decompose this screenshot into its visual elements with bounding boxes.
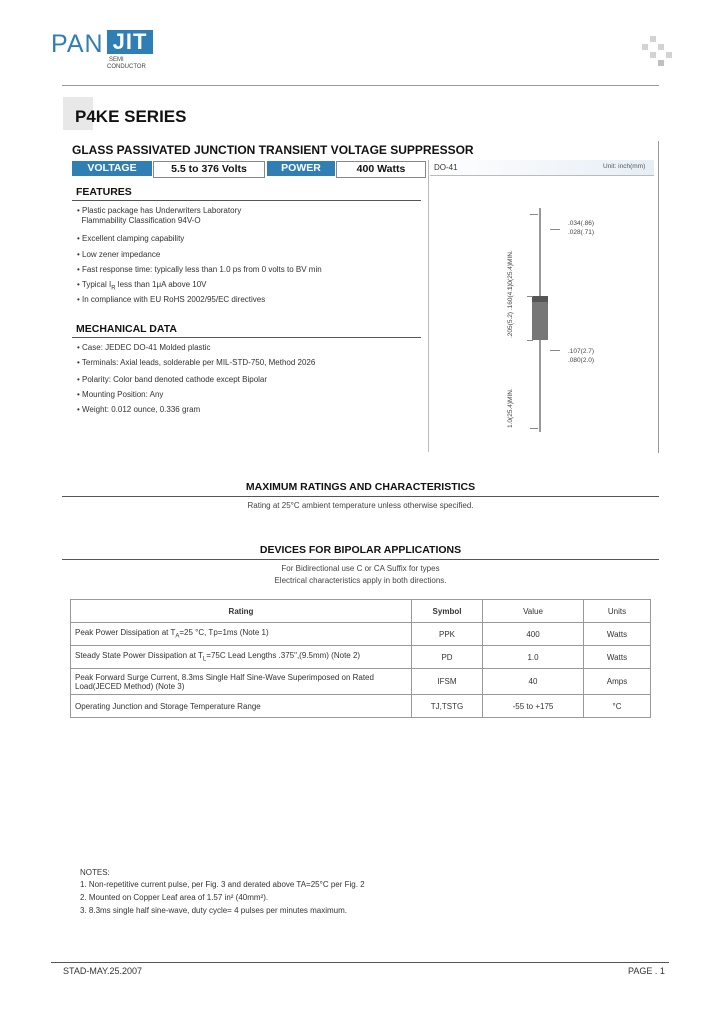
mechanical-item: • Mounting Position: Any — [77, 390, 164, 399]
feature-item: • Excellent clamping capability — [77, 234, 185, 243]
typical-prefix: • Typical I — [77, 280, 112, 289]
bipolar-title: DEVICES FOR BIPOLAR APPLICATIONS — [259, 544, 462, 556]
col-symbol: Symbol — [412, 600, 483, 623]
units-cell: Watts — [584, 646, 651, 669]
power-value-badge: 400 Watts — [336, 161, 426, 178]
mechanical-rule — [72, 337, 421, 338]
col-units: Units — [584, 600, 651, 623]
column-divider — [428, 160, 429, 452]
mechanical-item: • Case: JEDEC DO-41 Molded plastic — [77, 343, 211, 352]
dim-body-len: .205(5.2) .160(4.1) — [507, 284, 514, 338]
units-cell: Watts — [584, 623, 651, 646]
table-row — [71, 646, 651, 669]
features-rule — [72, 200, 421, 201]
symbol-cell: PD — [412, 646, 483, 669]
ratings-table — [70, 599, 651, 718]
logo-sub-conductor: CONDUCTOR — [107, 64, 146, 70]
ratings-note: Rating at 25°C ambient temperature unless otherwise specified. — [247, 501, 474, 510]
dim-lead-len-bottom: 1.0(25.4)MIN. — [507, 388, 514, 428]
table-row — [71, 695, 651, 718]
dim-body-dia-min: .080(2.0) — [568, 357, 595, 364]
rating-cell: Steady State Power Dissipation at $T_L=75C$ Lead Lengths .375",(9.5mm) (Note 2) — [71, 646, 412, 669]
ratings-title: MAXIMUM RATINGS AND CHARACTERISTICS — [245, 481, 476, 493]
rating-cell: Operating Junction and Storage Temperature Range — [71, 695, 412, 718]
feature-item: • Plastic package has Underwriters Laboratory — [77, 206, 242, 215]
mechanical-item: • Terminals: Axial leads, solderable per MIL-STD-750, Method 2026 — [77, 358, 316, 367]
mechanical-item: • Weight: 0.012 ounce, 0.336 gram — [77, 405, 201, 414]
ratings-rule — [62, 496, 659, 497]
logo-pan: PAN — [51, 30, 104, 58]
value-cell: -55 to +175 — [483, 695, 584, 718]
power-label-badge: POWER — [267, 161, 335, 176]
logo-subtitle — [107, 57, 146, 71]
symbol-cell: TJ,TSTG — [412, 695, 483, 718]
header-divider — [62, 85, 659, 86]
dim-lead-dia-min: .028(.71) — [568, 229, 595, 236]
footer-page-number: PAGE . 1 — [628, 966, 665, 976]
product-title: GLASS PASSIVATED JUNCTION TRANSIENT VOLTAGE SUPPRESSOR — [72, 143, 474, 157]
feature-item: • Low zener impedance — [77, 250, 161, 259]
typical-sub: R — [111, 285, 116, 292]
feature-item: • Fast response time: typically less than 1.0 ps from 0 volts to BV min — [77, 265, 322, 274]
feature-item-typical — [77, 280, 206, 294]
feature-item: • In compliance with EU RoHS 2002/95/EC directives — [77, 295, 266, 304]
logo-sub-semi: SEMI — [109, 57, 124, 63]
value-cell: 40 — [483, 669, 584, 695]
footer-doc-id: STAD-MAY.25.2007 — [63, 966, 143, 976]
voltage-label-badge: VOLTAGE — [72, 161, 152, 176]
logo-jit: JIT — [107, 30, 153, 54]
package-name: DO-41 — [434, 163, 458, 172]
symbol-cell: PPK — [412, 623, 483, 646]
mechanical-item: • Polarity: Color band denoted cathode except Bipolar — [77, 375, 268, 384]
typical-rest: less than 1μA above 10V — [115, 280, 207, 289]
table-row — [71, 669, 651, 695]
dim-lead-dia-max: .034(.86) — [568, 220, 595, 227]
bipolar-rule — [62, 559, 659, 560]
features-title: FEATURES — [76, 186, 132, 198]
value-cell: 1.0 — [483, 646, 584, 669]
rating-cell: Peak Forward Surge Current, 8.3ms Single Half Sine-Wave Superimposed on Rated Load(JECED Method) (Note 3) — [71, 669, 412, 695]
note-item: 1. Non-repetitive current pulse, per Fig. 3 and derated above TA=25°C per Fig. 2 — [80, 880, 365, 889]
note-item: 3. 8.3ms single half sine-wave, duty cycle= 4 pulses per minutes maximum. — [80, 906, 348, 915]
feature-item: Flammability Classification 94V-O — [77, 216, 201, 225]
units-cell: Amps — [584, 669, 651, 695]
table-row — [71, 623, 651, 646]
table-header-row — [71, 600, 651, 623]
package-units: Unit: inch(mm) — [603, 163, 646, 170]
note-item: 2. Mounted on Copper Leaf area of 1.57 in² (40mm²). — [80, 893, 269, 902]
dim-lead-len-top: 1.0(25.4)MIN. — [507, 250, 514, 290]
value-cell: 400 — [483, 623, 584, 646]
col-rating: Rating — [71, 600, 412, 623]
notes-title: NOTES: — [80, 868, 110, 877]
bipolar-line1: For Bidirectional use C or CA Suffix for types — [281, 564, 440, 573]
mechanical-title: MECHANICAL DATA — [76, 323, 177, 335]
bipolar-line2: Electrical characteristics apply in both directions. — [274, 576, 447, 585]
units-cell: °C — [584, 695, 651, 718]
symbol-cell: IFSM — [412, 669, 483, 695]
rating-cell: Peak Power Dissipation at $T_A=25$ °C, Tp=1ms (Note 1) — [71, 623, 412, 646]
series-title: P4KE SERIES — [75, 107, 187, 126]
dim-body-dia-max: .107(2.7) — [568, 348, 595, 355]
voltage-value-badge: 5.5 to 376 Volts — [153, 161, 265, 178]
footer-rule — [51, 962, 669, 963]
col-value: Value — [483, 600, 584, 623]
